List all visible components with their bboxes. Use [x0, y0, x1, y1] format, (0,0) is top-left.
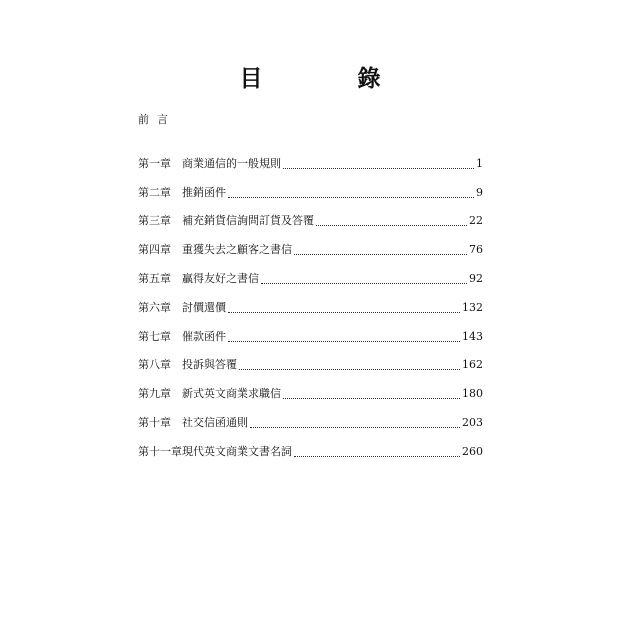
toc-chapter-number: 第十一章 [138, 444, 182, 458]
preface-label: 前言 [138, 113, 176, 126]
toc-dot-leader [261, 273, 467, 284]
toc-page-number: 180 [462, 387, 483, 401]
toc-row [138, 401, 483, 430]
toc-dot-leader [294, 446, 460, 457]
toc-chapter-title: 催款函件 [182, 329, 226, 343]
toc-page-number: 203 [462, 415, 483, 429]
toc-page-number: 132 [462, 300, 483, 314]
toc-row [138, 430, 483, 459]
toc-dot-leader [228, 187, 474, 198]
toc-page-number: 92 [469, 271, 483, 285]
toc-chapter-number: 第八章 [138, 358, 171, 372]
toc-page-number: 1 [476, 156, 483, 170]
toc-chapter-number: 第五章 [138, 271, 171, 285]
toc-row [138, 315, 483, 344]
toc-chapter-number: 第四章 [138, 243, 171, 257]
toc-chapter-number: 第一章 [138, 156, 171, 170]
table-of-contents [138, 142, 483, 459]
toc-dot-leader [283, 388, 460, 399]
toc-chapter-number: 第二章 [138, 185, 171, 199]
toc-chapter-title: 新式英文商業求職信 [182, 387, 281, 401]
toc-dot-leader [228, 302, 460, 313]
toc-chapter-number: 第九章 [138, 387, 171, 401]
toc-page-number: 260 [462, 444, 483, 458]
toc-chapter-title: 推銷函件 [182, 185, 226, 199]
toc-row [138, 142, 483, 171]
toc-dot-leader [316, 215, 467, 226]
toc-page-number: 22 [469, 214, 483, 228]
toc-dot-leader [239, 359, 460, 370]
toc-row [138, 200, 483, 229]
toc-dot-leader [283, 158, 474, 169]
toc-page-number: 9 [476, 185, 483, 199]
toc-dot-leader [250, 417, 460, 428]
toc-chapter-number: 第十章 [138, 415, 171, 429]
toc-page-number: 162 [462, 358, 483, 372]
toc-row [138, 372, 483, 401]
toc-chapter-title: 重獲失去之顧客之書信 [182, 243, 292, 257]
toc-page-number: 76 [469, 243, 483, 257]
toc-chapter-title: 贏得友好之書信 [182, 271, 259, 285]
toc-row [138, 344, 483, 373]
toc-row [138, 257, 483, 286]
toc-row [138, 171, 483, 200]
toc-dot-leader [294, 244, 467, 255]
toc-row [138, 228, 483, 257]
toc-chapter-title: 投訴與答覆 [182, 358, 237, 372]
toc-chapter-title: 社交信函通則 [182, 415, 248, 429]
page-title: 目 錄 [239, 65, 417, 92]
toc-page-number: 143 [462, 329, 483, 343]
toc-chapter-title: 討價還價 [182, 300, 226, 314]
toc-chapter-number: 第六章 [138, 300, 171, 314]
toc-chapter-number: 第三章 [138, 214, 171, 228]
toc-chapter-title: 現代英文商業文書名詞 [182, 444, 292, 458]
toc-chapter-title: 補充銷貨信詢問訂貨及答覆 [182, 214, 314, 228]
toc-chapter-number: 第七章 [138, 329, 171, 343]
toc-chapter-title: 商業通信的一般規則 [182, 156, 281, 170]
toc-row [138, 286, 483, 315]
toc-dot-leader [228, 331, 460, 342]
